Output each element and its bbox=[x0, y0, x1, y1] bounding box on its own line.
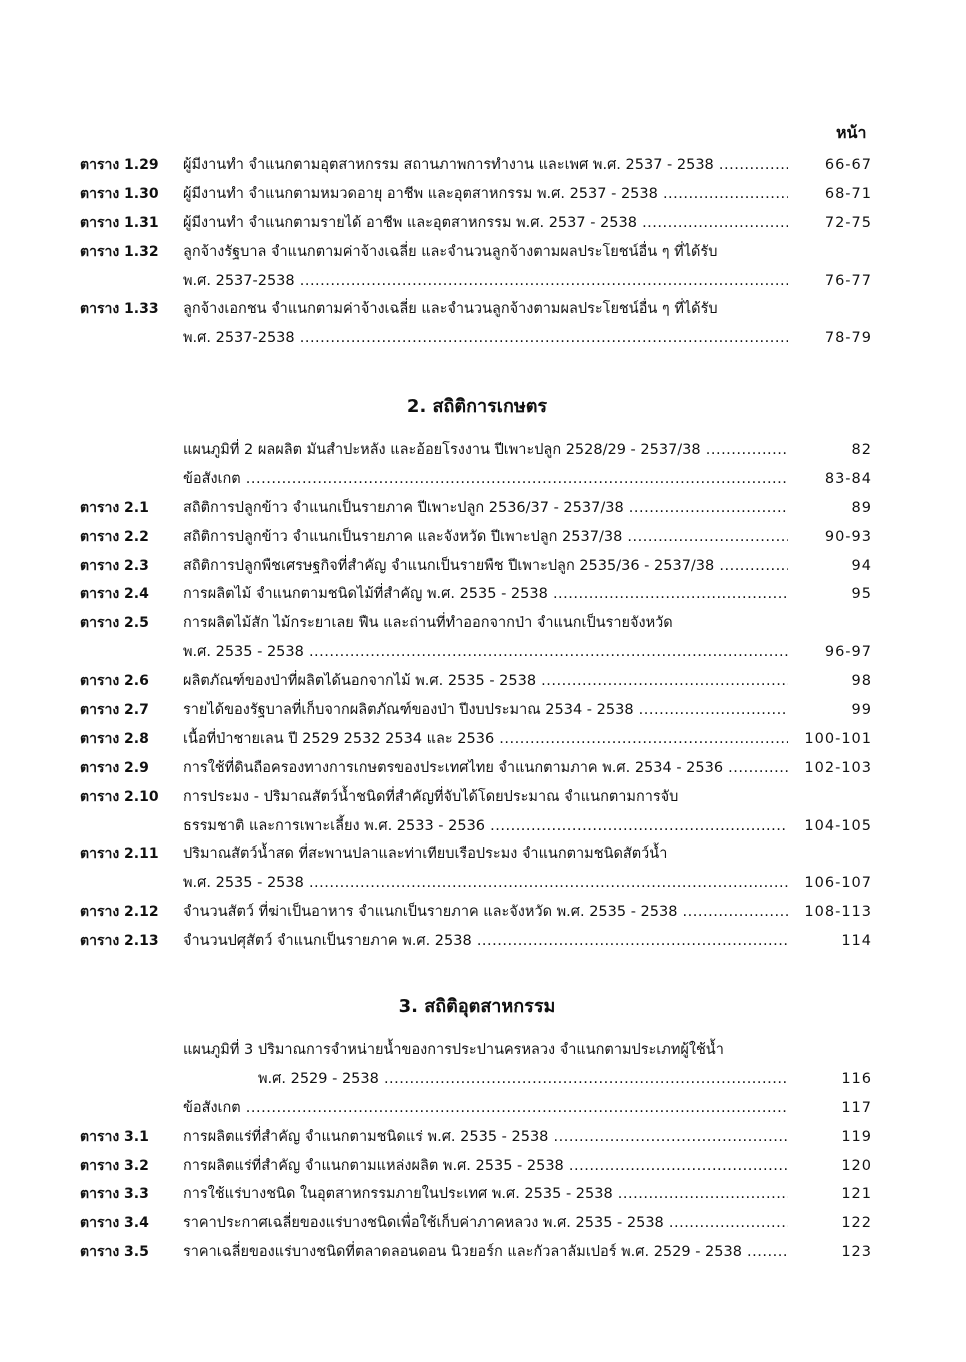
page-number: 117 bbox=[841, 1099, 872, 1116]
entry-title: เนื้อที่ป่าชายเลน ปี 2529 2532 2534 และ 2536 ..... bbox=[183, 725, 788, 754]
toc-section-2-rows bbox=[0, 436, 966, 956]
page-number: 120 bbox=[841, 1157, 872, 1174]
toc-entry-line bbox=[0, 151, 966, 180]
entry-title: พ.ศ. 2535 - 2538 ..... bbox=[183, 638, 788, 667]
toc-entry-line bbox=[0, 783, 966, 812]
entry-title: ลูกจ้างเอกชน จำแนกตามค่าจ้างเฉลี่ย และจำนวนลูกจ้างตามผลประโยชน์อื่น ๆ ที่ได้รับ bbox=[183, 301, 718, 318]
page-number: 83-84 bbox=[824, 470, 872, 487]
entry-title: ธรรมชาติ และการเพาะเลี้ยง พ.ศ. 2533 - 2536 ..... bbox=[183, 812, 788, 841]
page-number: 98 bbox=[851, 673, 872, 690]
entry-title: ข้อสังเกต ..... bbox=[183, 465, 788, 494]
toc-entry-line bbox=[0, 1209, 966, 1238]
toc-entry-line bbox=[0, 725, 966, 754]
entry-title: แผนภูมิที่ 3 ปริมาณการจำหน่ายน้ำของการประปานครหลวง จำแนกตามประเภทผู้ใช้น้ำ bbox=[183, 1042, 724, 1058]
entry-title: พ.ศ. 2537-2538 ..... bbox=[183, 324, 788, 353]
table-label: ตาราง 1.29 bbox=[80, 157, 159, 173]
section-heading: 3. สถิติอุตสาหกรรม bbox=[398, 996, 556, 1017]
toc-entry-line bbox=[0, 1152, 966, 1181]
entry-title: ลูกจ้างรัฐบาล จำแนกตามค่าจ้างเฉลี่ย และจำนวนลูกจ้างตามผลประโยชน์อื่น ๆ ที่ได้รับ bbox=[183, 243, 718, 260]
entry-title: การประมง - ปริมาณสัตว์น้ำชนิดที่สำคัญที่จับได้โดยประมาณ จำแนกตามการจับ bbox=[183, 788, 679, 805]
toc-entry-line bbox=[0, 638, 966, 667]
table-label: ตาราง 3.1 bbox=[80, 1128, 149, 1145]
toc-entry-line bbox=[0, 754, 966, 783]
entry-title: ผู้มีงานทำ จำแนกตามอุตสาหกรรม สถานภาพการทำงาน และเพศ พ.ศ. 2537 - 2538 ..... bbox=[183, 151, 788, 180]
table-label: ตาราง 2.7 bbox=[80, 702, 149, 719]
page-number: 99 bbox=[851, 702, 872, 719]
entry-title: พ.ศ. 2535 - 2538 ..... bbox=[183, 869, 788, 898]
page-number: 106-107 bbox=[804, 875, 872, 892]
entry-title: พ.ศ. 2537-2538 ..... bbox=[183, 267, 788, 296]
page-number: 123 bbox=[841, 1244, 872, 1261]
table-label: ตาราง 2.2 bbox=[80, 528, 149, 545]
toc-entry-line bbox=[0, 436, 966, 465]
entry-title: ปริมาณสัตว์น้ำสด ที่สะพานปลาและท่าเทียบเรือประมง จำแนกตามชนิดสัตว์น้ำ bbox=[183, 846, 668, 863]
toc-entry-line bbox=[0, 523, 966, 552]
entry-title: แผนภูมิที่ 2 ผลผลิต มันสำปะหลัง และอ้อยโรงงาน ปีเพาะปลูก 2528/29 - 2537/38 ..... bbox=[183, 436, 788, 465]
entry-title: ผู้มีงานทำ จำแนกตามรายได้ อาชีพ และอุตสาหกรรม พ.ศ. 2537 - 2538 ..... bbox=[183, 209, 788, 238]
table-label: ตาราง 1.33 bbox=[80, 301, 159, 318]
table-label: ตาราง 2.4 bbox=[80, 586, 149, 603]
page-column-header: หน้า bbox=[836, 123, 867, 142]
entry-title: ราคาประกาศเฉลี่ยของแร่บางชนิดเพื่อใช้เก็บค่าภาคหลวง พ.ศ. 2535 - 2538 ..... bbox=[183, 1209, 788, 1238]
toc-section-3 bbox=[0, 978, 966, 1267]
page-number: 94 bbox=[851, 557, 872, 574]
page-number: 116 bbox=[841, 1070, 872, 1087]
page-number: 66-67 bbox=[824, 157, 872, 173]
entry-title: สถิติการปลูกพืชเศรษฐกิจที่สำคัญ จำแนกเป็นรายพืช ปีเพาะปลูก 2535/36 - 2537/38 ..... bbox=[183, 552, 788, 581]
entry-title: การผลิตไม้ จำแนกตามชนิดไม้ที่สำคัญ พ.ศ. 2535 - 2538 ..... bbox=[183, 580, 788, 609]
toc-section-1 bbox=[0, 151, 966, 353]
toc-entry-line bbox=[0, 840, 966, 869]
table-label: ตาราง 2.1 bbox=[80, 499, 149, 516]
toc-entry-line bbox=[0, 580, 966, 609]
table-label: ตาราง 2.8 bbox=[80, 730, 149, 747]
table-label: ตาราง 2.11 bbox=[80, 846, 159, 863]
page-number: 121 bbox=[841, 1186, 872, 1203]
toc-entry-line bbox=[0, 869, 966, 898]
page-number: 102-103 bbox=[804, 759, 872, 776]
entry-title: รายได้ของรัฐบาลที่เก็บจากผลิตภัณฑ์ของป่า ปีงบประมาณ 2534 - 2538 ..... bbox=[183, 696, 788, 725]
toc-entry-line bbox=[0, 1094, 966, 1123]
table-label: ตาราง 2.13 bbox=[80, 933, 159, 950]
section-heading: 2. สถิติการเกษตร bbox=[406, 396, 548, 417]
toc-entry-line bbox=[0, 1065, 966, 1094]
toc-entry-line bbox=[0, 238, 966, 267]
entry-title: ราคาเฉลี่ยของแร่บางชนิดที่ตลาดลอนดอน นิวยอร์ก และกัวลาลัมเปอร์ พ.ศ. 2529 - 2538 ..... bbox=[183, 1238, 788, 1267]
toc-entry-line bbox=[0, 465, 966, 494]
toc-entry-line bbox=[0, 667, 966, 696]
page-number: 104-105 bbox=[804, 817, 872, 834]
page-number: 76-77 bbox=[824, 272, 872, 289]
page-number: 72-75 bbox=[824, 214, 872, 231]
toc-entry-line bbox=[0, 1123, 966, 1152]
page-number: 89 bbox=[851, 499, 872, 516]
toc-entry-line bbox=[0, 494, 966, 523]
page-number: 82 bbox=[851, 442, 872, 458]
entry-title: การใช้แร่บางชนิด ในอุตสาหกรรมภายในประเทศ พ.ศ. 2535 - 2538 ..... bbox=[183, 1180, 788, 1209]
table-label: ตาราง 3.3 bbox=[80, 1186, 149, 1203]
page-number: 114 bbox=[841, 933, 872, 950]
toc-entry-line bbox=[0, 812, 966, 841]
entry-title: สถิติการปลูกข้าว จำแนกเป็นรายภาค ปีเพาะปลูก 2536/37 - 2537/38 ..... bbox=[183, 494, 788, 523]
page-number: 96-97 bbox=[824, 644, 872, 661]
toc-entry-line bbox=[0, 696, 966, 725]
table-label: ตาราง 1.31 bbox=[80, 214, 159, 231]
table-label: ตาราง 2.3 bbox=[80, 557, 149, 574]
entry-title: การผลิตแร่ที่สำคัญ จำแนกตามชนิดแร่ พ.ศ. 2535 - 2538 ..... bbox=[183, 1123, 788, 1152]
toc-entry-line bbox=[0, 1238, 966, 1267]
toc-entry-line bbox=[0, 295, 966, 324]
toc-entry-line bbox=[0, 324, 966, 353]
toc-section-2 bbox=[0, 378, 966, 956]
page-number: 90-93 bbox=[824, 528, 872, 545]
entry-title: การใช้ที่ดินถือครองทางการเกษตรของประเทศไทย จำแนกตามภาค พ.ศ. 2534 - 2536 ..... bbox=[183, 754, 788, 783]
page-number: 95 bbox=[851, 586, 872, 603]
table-label: ตาราง 2.9 bbox=[80, 759, 149, 776]
toc-entry-line bbox=[0, 927, 966, 956]
entry-title: สถิติการปลูกข้าว จำแนกเป็นรายภาค และจังหวัด ปีเพาะปลูก 2537/38 ..... bbox=[183, 523, 788, 552]
entry-title: ผลิตภัณฑ์ของป่าที่ผลิตได้นอกจากไม้ พ.ศ. 2535 - 2538 ..... bbox=[183, 667, 788, 696]
table-label: ตาราง 1.32 bbox=[80, 243, 159, 260]
toc-entry-line bbox=[0, 1036, 966, 1065]
table-label: ตาราง 2.6 bbox=[80, 673, 149, 690]
page-number: 108-113 bbox=[804, 904, 872, 921]
toc-entry-line bbox=[0, 552, 966, 581]
toc-entry-line bbox=[0, 1180, 966, 1209]
entry-title: จำนวนปศุสัตว์ จำแนกเป็นรายภาค พ.ศ. 2538 ..... bbox=[183, 927, 788, 956]
page-number: 122 bbox=[841, 1215, 872, 1232]
toc-entry-line bbox=[0, 209, 966, 238]
table-label: ตาราง 2.10 bbox=[80, 788, 159, 805]
toc-entry-line bbox=[0, 609, 966, 638]
table-label: ตาราง 2.5 bbox=[80, 615, 149, 632]
page-number: 100-101 bbox=[804, 730, 872, 747]
table-label: ตาราง 3.4 bbox=[80, 1215, 149, 1232]
entry-title: พ.ศ. 2529 - 2538 ..... bbox=[258, 1065, 788, 1094]
toc-section-3-rows bbox=[0, 1036, 966, 1267]
toc-entry-line bbox=[0, 267, 966, 296]
page-number: 78-79 bbox=[824, 330, 872, 347]
toc-entry-line bbox=[0, 180, 966, 209]
entry-title: ผู้มีงานทำ จำแนกตามหมวดอายุ อาชีพ และอุตสาหกรรม พ.ศ. 2537 - 2538 ..... bbox=[183, 180, 788, 209]
table-label: ตาราง 3.2 bbox=[80, 1157, 149, 1174]
page-number: 119 bbox=[841, 1128, 872, 1145]
entry-title: จำนวนสัตว์ ที่ฆ่าเป็นอาหาร จำแนกเป็นรายภาค และจังหวัด พ.ศ. 2535 - 2538 ..... bbox=[183, 898, 788, 927]
table-label: ตาราง 3.5 bbox=[80, 1244, 149, 1261]
entry-title: การผลิตไม้สัก ไม้กระยาเลย ฟืน และถ่านที่ทำออกจากป่า จำแนกเป็นรายจังหวัด bbox=[183, 615, 673, 632]
toc-entry-line bbox=[0, 898, 966, 927]
table-label: ตาราง 1.30 bbox=[80, 185, 159, 202]
table-label: ตาราง 2.12 bbox=[80, 904, 159, 921]
page-number: 68-71 bbox=[824, 185, 872, 202]
entry-title: การผลิตแร่ที่สำคัญ จำแนกตามแหล่งผลิต พ.ศ. 2535 - 2538 ..... bbox=[183, 1152, 788, 1181]
entry-title: ข้อสังเกต ..... bbox=[183, 1094, 788, 1123]
